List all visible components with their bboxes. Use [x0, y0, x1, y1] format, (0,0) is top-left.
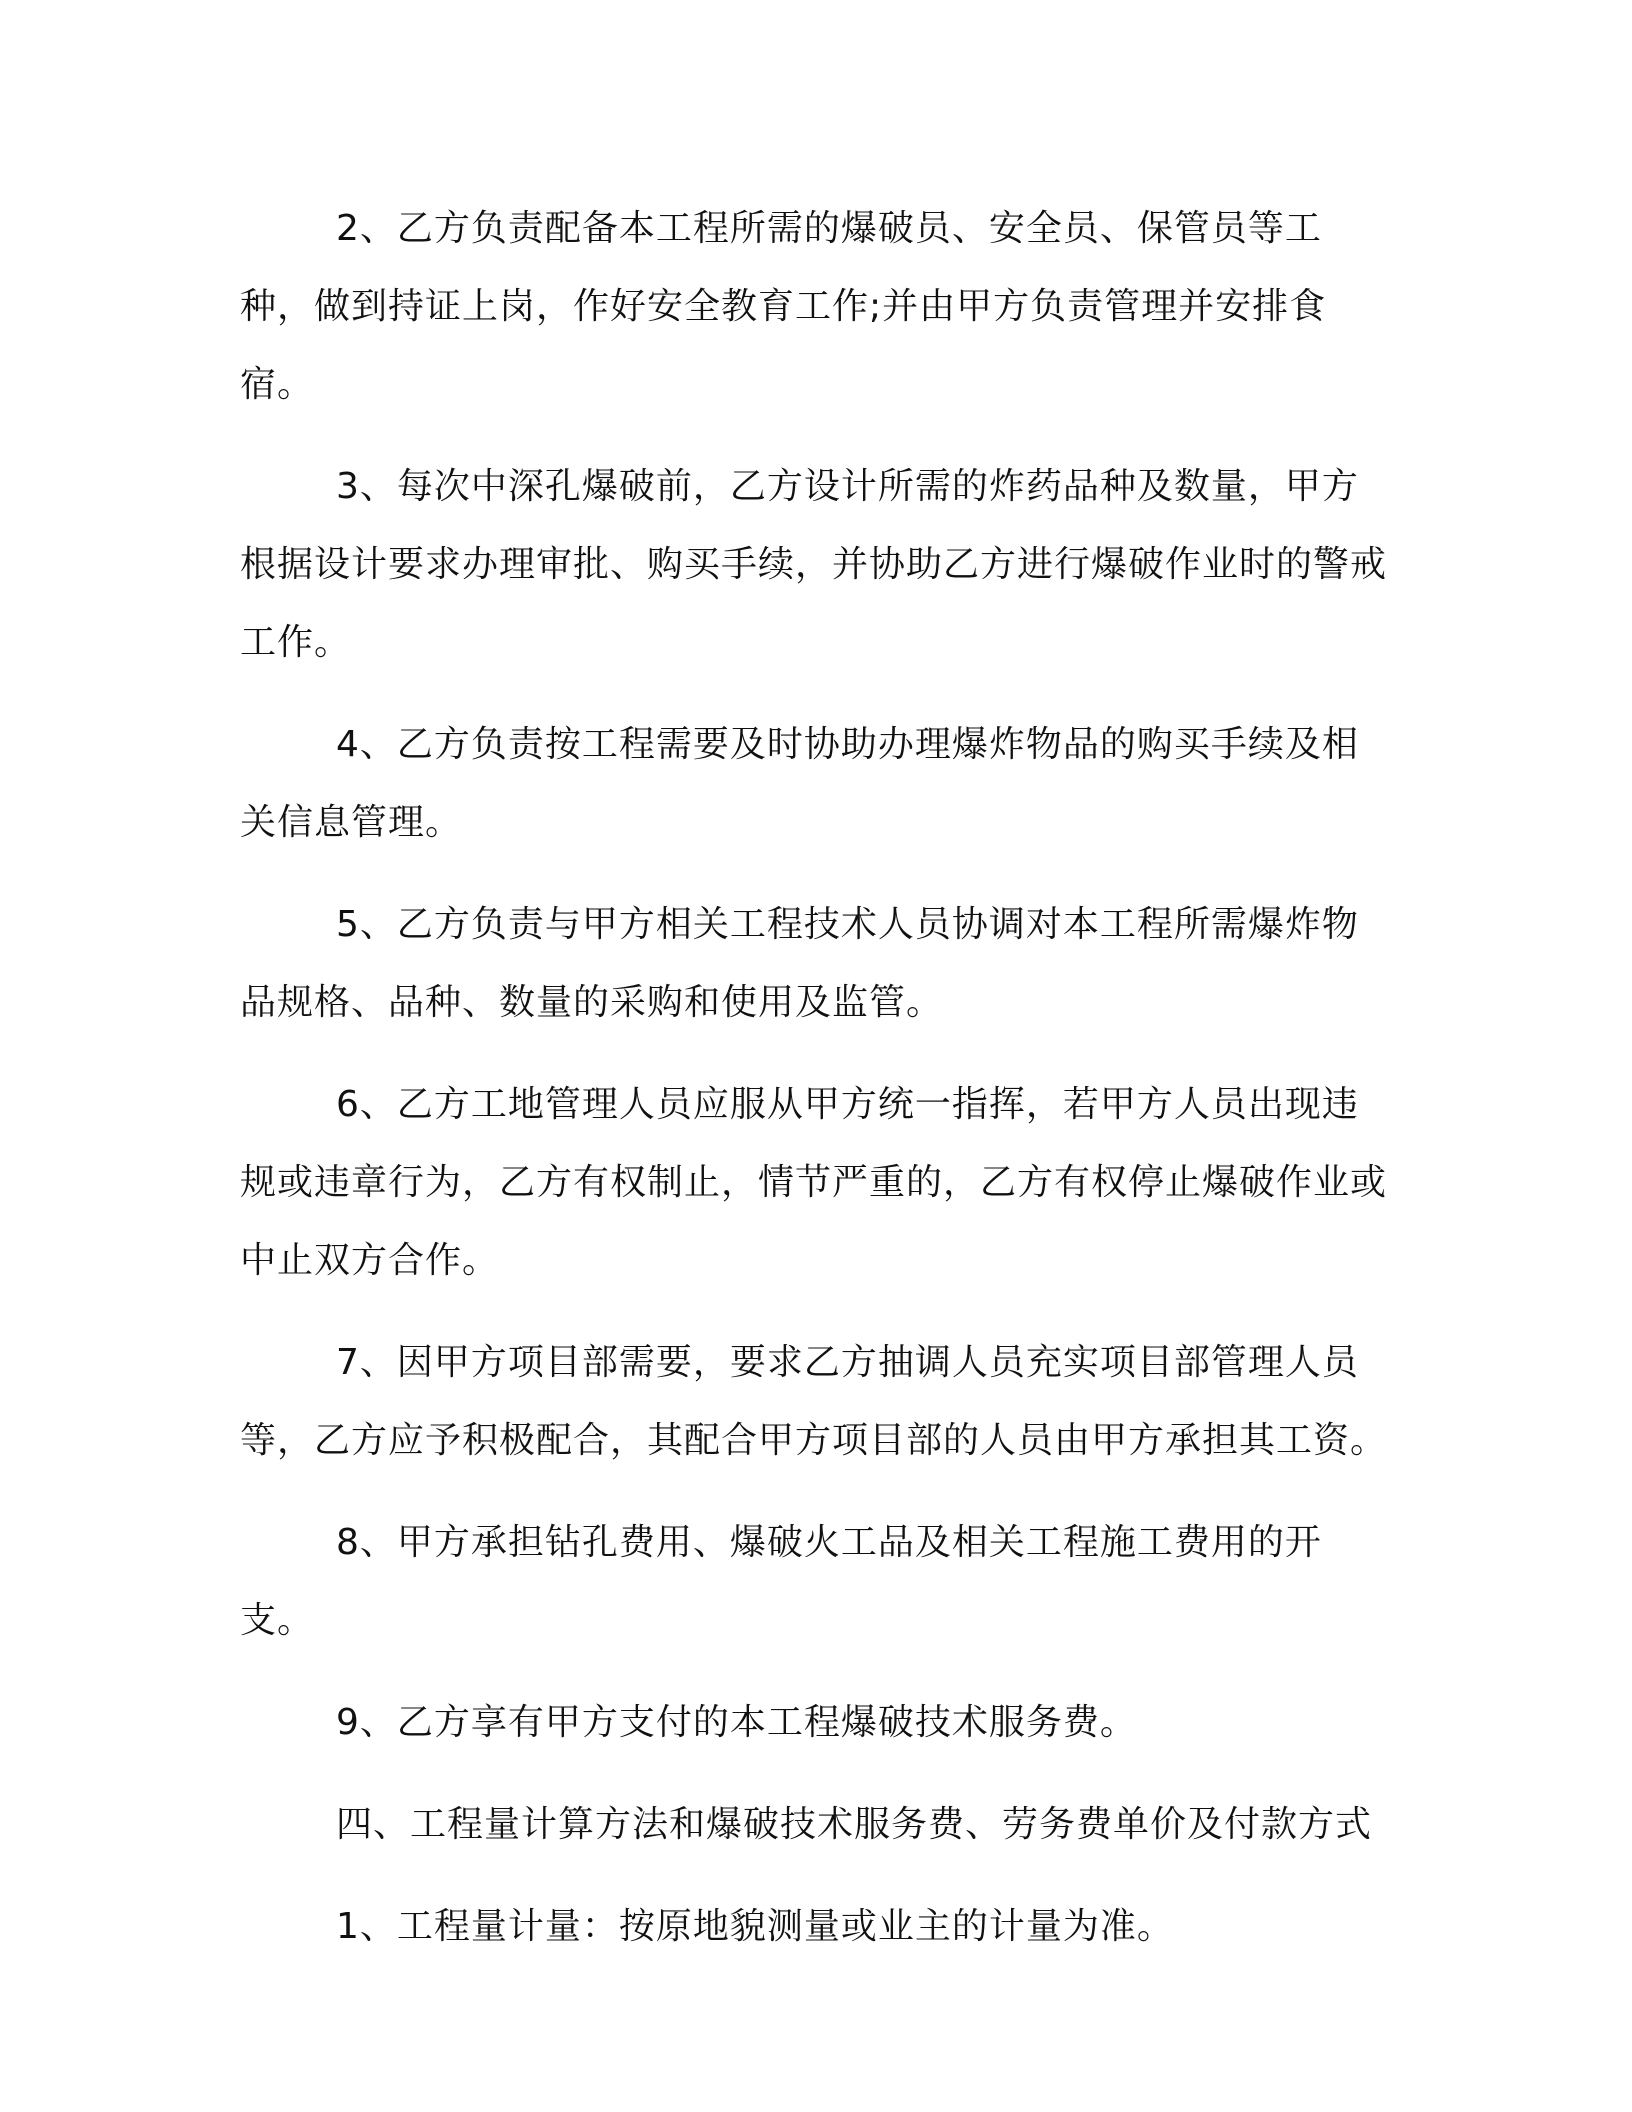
clause-4-paragraph: 4、乙方负责按工程需要及时协助办理爆炸物品的购买手续及相关信息管理。 — [240, 724, 1359, 843]
clause-3-paragraph: 3、每次中深孔爆破前，乙方设计所需的炸药品种及数量，甲方根据设计要求办理审批、购买手续，并协助乙方进行爆破作业时的警戒工作。 — [240, 466, 1388, 663]
clause-6-paragraph: 6、乙方工地管理人员应服从甲方统一指挥，若甲方人员出现违规或违章行为，乙方有权制止，情节严重的，乙方有权停止爆破作业或中止双方合作。 — [240, 1084, 1388, 1281]
document-body — [240, 190, 1390, 1966]
clause-2-paragraph: 2、乙方负责配备本工程所需的爆破员、安全员、保管员等工种，做到持证上岗，作好安全教育工作;并由甲方负责管理并安排食宿。 — [240, 208, 1327, 405]
clause-7-paragraph: 7、因甲方项目部需要，要求乙方抽调人员充实项目部管理人员等，乙方应予积极配合，其配合甲方项目部的人员由甲方承担其工资。 — [240, 1342, 1388, 1461]
clause-5-paragraph: 5、乙方负责与甲方相关工程技术人员协调对本工程所需爆炸物品规格、品种、数量的采购和使用及监管。 — [240, 904, 1359, 1023]
clause-8-paragraph: 8、甲方承担钻孔费用、爆破火工品及相关工程施工费用的开支。 — [240, 1522, 1322, 1641]
section-4-clause-1-paragraph: 1、工程量计量：按原地貌测量或业主的计量为准。 — [336, 1906, 1174, 1947]
section-4-heading: 四、工程量计算方法和爆破技术服务费、劳务费单价及付款方式 — [336, 1804, 1373, 1845]
clause-9-paragraph: 9、乙方享有甲方支付的本工程爆破技术服务费。 — [336, 1702, 1137, 1743]
